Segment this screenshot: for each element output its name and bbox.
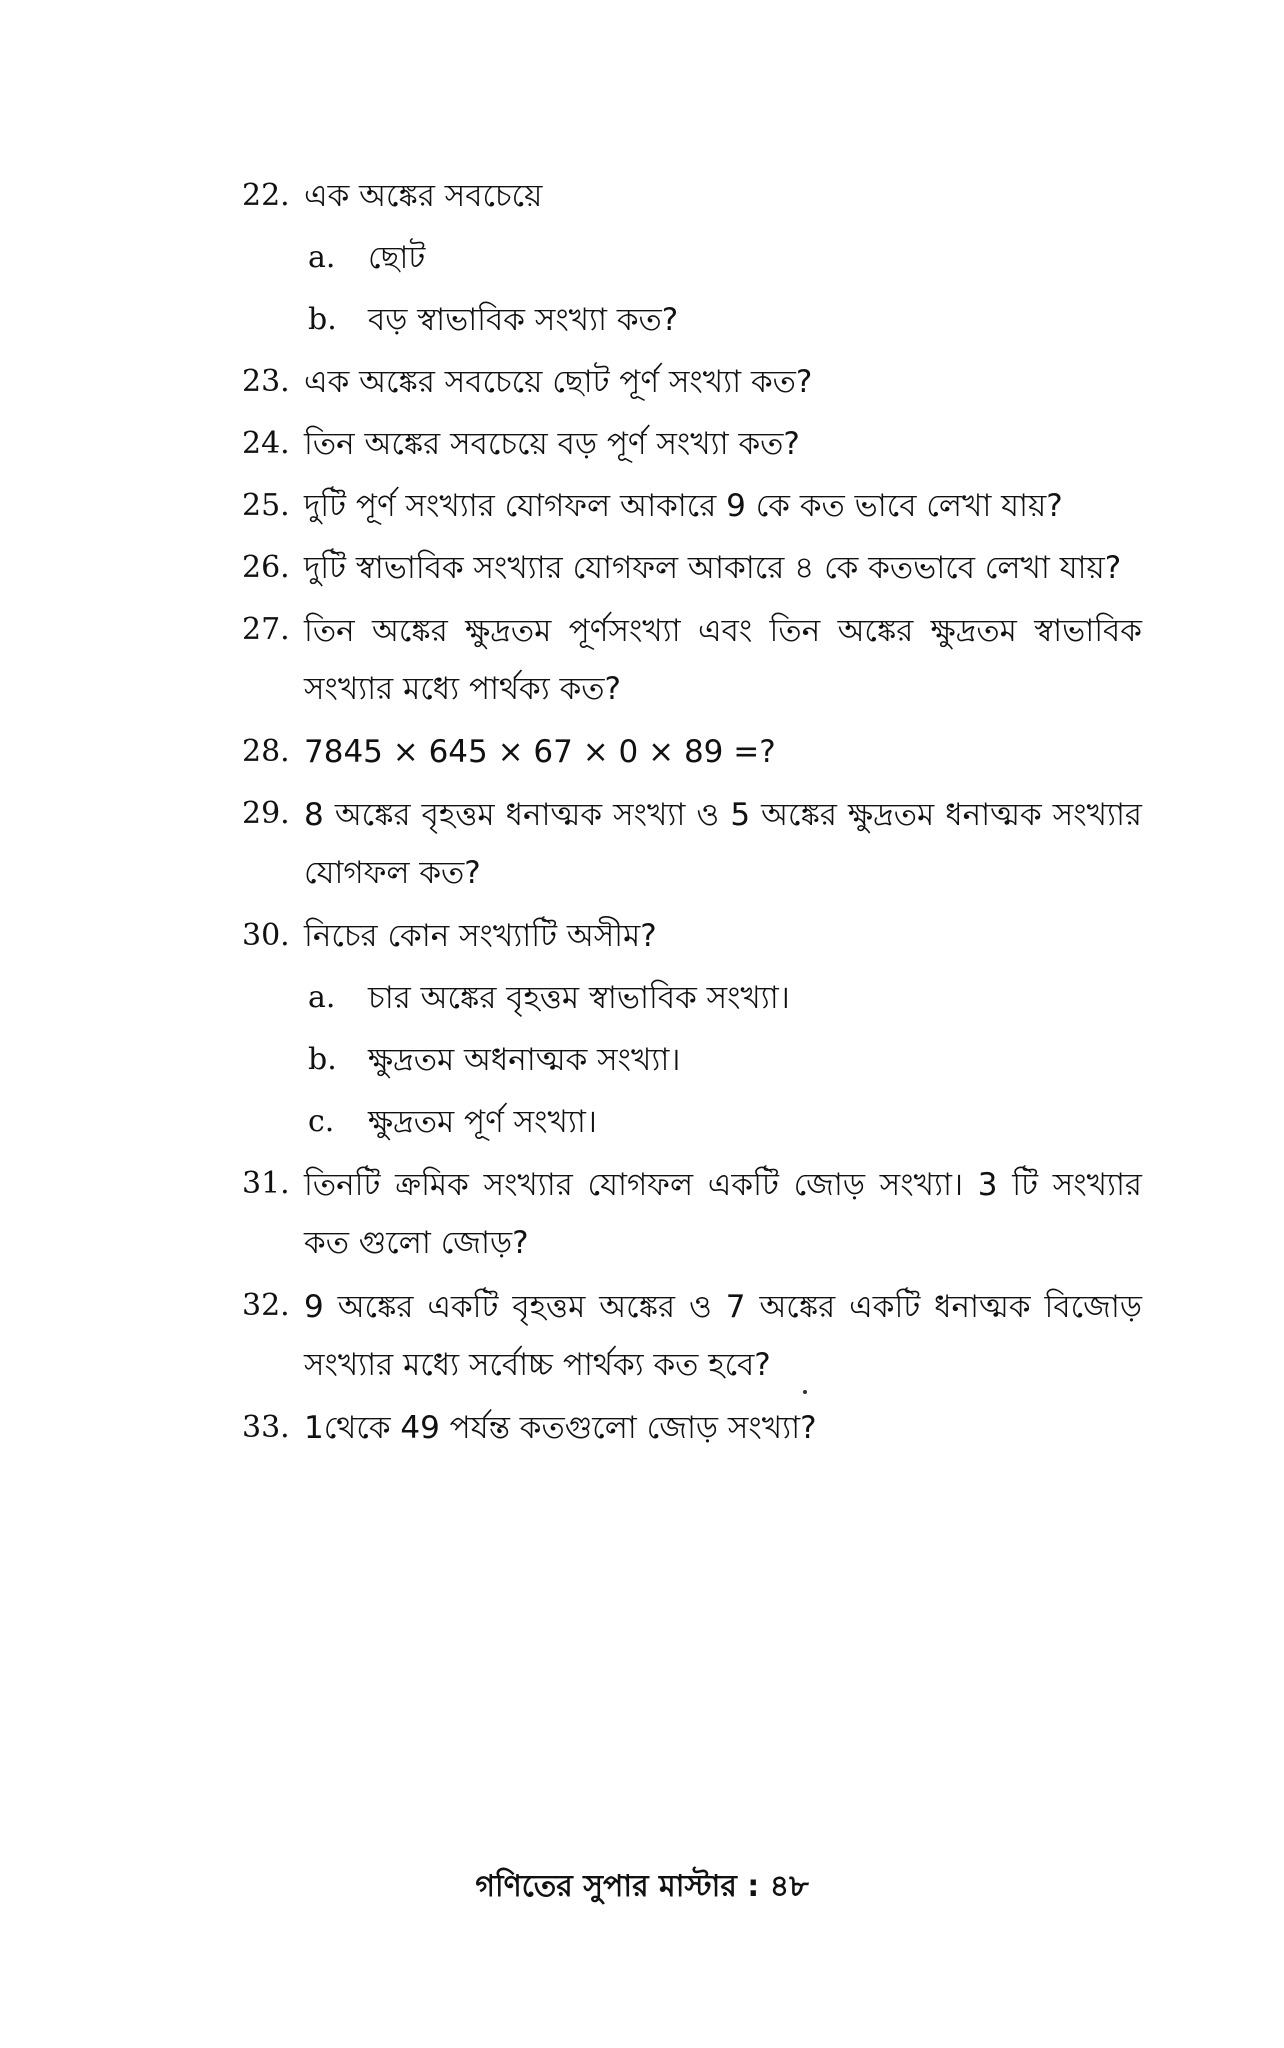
question-number: 29. xyxy=(242,796,290,831)
question-text: দুটি স্বাভাবিক সংখ্যার যোগফল আকারে ৪ কে কতভাবে লেখা যায়? xyxy=(304,550,1122,586)
stray-ink-dot xyxy=(803,1390,807,1394)
question-22 xyxy=(242,168,1142,224)
question-number: 25. xyxy=(242,488,290,523)
question-32 xyxy=(242,1278,1142,1394)
question-text: 1থেকে 49 পর্যন্ত কতগুলো জোড় সংখ্যা? xyxy=(304,1410,817,1446)
option-item xyxy=(242,1094,1142,1150)
question-31 xyxy=(242,1156,1142,1272)
question-22-options xyxy=(242,230,1142,348)
question-number: 22. xyxy=(242,178,290,213)
question-text: নিচের কোন সংখ্যাটি অসীম? xyxy=(304,918,657,954)
option-label: a. xyxy=(308,980,336,1015)
option-label: b. xyxy=(308,302,337,337)
option-text: চার অঙ্কের বৃহত্তম স্বাভাবিক সংখ্যা। xyxy=(368,980,790,1016)
question-25 xyxy=(242,478,1142,534)
option-item xyxy=(242,970,1142,1026)
page-footer: গণিতের সুপার মাস্টার : ৪৮ xyxy=(475,1869,809,1904)
option-label: b. xyxy=(308,1042,337,1077)
question-28 xyxy=(242,724,1142,780)
question-number: 23. xyxy=(242,364,290,399)
option-text: বড় স্বাভাবিক সংখ্যা কত? xyxy=(368,302,679,338)
question-number: 24. xyxy=(242,426,290,461)
question-26 xyxy=(242,540,1142,596)
question-30 xyxy=(242,908,1142,964)
option-item xyxy=(242,230,1142,286)
question-text: তিন অঙ্কের সবচেয়ে বড় পূর্ণ সংখ্যা কত? xyxy=(304,426,800,462)
question-24 xyxy=(242,416,1142,472)
option-item xyxy=(242,292,1142,348)
question-29 xyxy=(242,786,1142,902)
option-label: c. xyxy=(308,1104,335,1139)
option-text: ক্ষুদ্রতম পূর্ণ সংখ্যা। xyxy=(368,1104,597,1140)
question-number: 26. xyxy=(242,550,290,585)
option-item xyxy=(242,1032,1142,1088)
question-text: এক অঙ্কের সবচেয়ে ছোট পূর্ণ সংখ্যা কত? xyxy=(304,364,813,400)
question-33 xyxy=(242,1400,1142,1456)
option-label: a. xyxy=(308,240,336,275)
question-number: 30. xyxy=(242,918,290,953)
option-text: ক্ষুদ্রতম অধনাত্মক সংখ্যা। xyxy=(368,1042,681,1078)
question-number: 32. xyxy=(242,1288,290,1323)
question-list xyxy=(242,168,1142,1462)
question-text: 7845 × 645 × 67 × 0 × 89 =? xyxy=(304,734,776,770)
question-text: তিনটি ক্রমিক সংখ্যার যোগফল একটি জোড় সংখ্যা। 3 টি সংখ্যার কত গুলো জোড়? xyxy=(304,1167,1142,1261)
question-text: 9 অঙ্কের একটি বৃহত্তম অঙ্কের ও 7 অঙ্কের একটি ধনাত্মক বিজোড় সংখ্যার মধ্যে সর্বোচ্চ পার্থক্য কত হবে? xyxy=(304,1289,1142,1383)
question-text: দুটি পূর্ণ সংখ্যার যোগফল আকারে 9 কে কত ভাবে লেখা যায়? xyxy=(304,488,1063,524)
question-text: এক অঙ্কের সবচেয়ে xyxy=(304,178,543,214)
option-text: ছোট xyxy=(368,240,426,276)
question-27 xyxy=(242,602,1142,718)
question-number: 27. xyxy=(242,612,290,647)
question-number: 28. xyxy=(242,734,290,769)
question-number: 31. xyxy=(242,1166,290,1201)
question-text: 8 অঙ্কের বৃহত্তম ধনাত্মক সংখ্যা ও 5 অঙ্কের ক্ষুদ্রতম ধনাত্মক সংখ্যার যোগফল কত? xyxy=(304,797,1142,891)
question-23 xyxy=(242,354,1142,410)
question-text: তিন অঙ্কের ক্ষুদ্রতম পূর্ণসংখ্যা এবং তিন অঙ্কের ক্ষুদ্রতম স্বাভাবিক সংখ্যার মধ্যে পার্থক্য কত? xyxy=(304,613,1142,707)
question-number: 33. xyxy=(242,1410,290,1445)
question-30-options xyxy=(242,970,1142,1150)
